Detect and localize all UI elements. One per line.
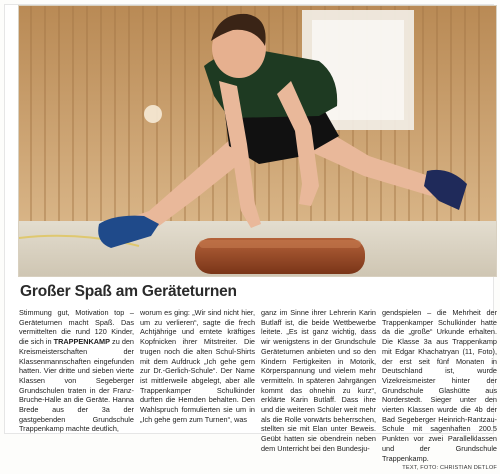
gymnast-vaulting-image (19, 6, 496, 276)
photo-credit: TEXT, FOTO: CHRISTIAN DETLOF (402, 465, 497, 472)
col4-text: gendspielen – die Mehrheit der Trappenkamper Schulkinder hatte da die „große“ Urkunde erhalten. Die Klasse 3a aus Trappenkamp mit Edgar Khachatryan (11, Foto), der erst seit fünf Monaten in Deutschland ist, wurde Vizekreismeister hinter der Grundschule Glashütte aus Norderstedt. Sieger unter den vierten Klassen wurde die 4b der Bad Segeberger Heinrich-Rantzau-Schule mit sagenhaften 200.5 Punkten vor zwei Parallelklassen und der Grundschule Trappenkamp. (382, 308, 497, 463)
location-keyword: TRAPPENKAMP (53, 337, 110, 347)
col1-text-b: zu den Kreismeisterschaften der Klassenmannschaften eingefunden hatten. Vier dritte und sieben vierte Klassen von Segeberger Grundschulen traten in der Franz-Bruche-Halle an die Geräte. Hanna Brede aus der 3a der gastgebenden Grundschule Trappenkamp machte deutlich, (19, 337, 134, 434)
text-column-2 (140, 308, 255, 430)
col2-text: worum es ging: „Wir sind nicht hier, um zu verlieren“, sagte die frech Achtjährige und erntete kräftiges Kopfnicken ihrer Mitstreiter. Die trugen noch die alten Schul-Shirts mit dem Aufdruck „Ich gehe gern zur Dr.-Gerlich-Schule“. Der Name ist mittlerweile abgelegt, aber alle Trappenkamper Schulkinder durften die Hemden behalten. Den Wahlspruch formulierten sie um in „Ich gehe gern zum Turnen“, was (140, 308, 255, 424)
article-photo (18, 5, 497, 277)
col1-text-a: Stimmung gut, Motivation top – Geräteturnen macht Spaß. Das vermittelten die rund 120 Kinder, die sich in (19, 308, 134, 347)
article-body (19, 308, 497, 472)
text-column-3 (261, 308, 376, 453)
col3-text: ganz im Sinne ihrer Lehrerin Karin Butlaff ist, die beide Wettbewerbe leitete. „Es ist ganz wichtig, dass wir wenigstens in der Grundschule Geräteturnen anbieten und so den Kindern Fertigkeiten in Motorik, Körperspannung und vielem mehr vermitteln. In späteren Jahrgängen kommt das ohnehin zu kurz“, erklärte Karin Butlaff. Dass ihre und die weiteren Schüler weit mehr als die Rolle vorwärts beherrschen, stellten sie mit Elan unter Beweis. Geübt hatten sie obendrein neben dem Unterricht bei den Bundesju- (261, 308, 376, 453)
article-headline: Großer Spaß am Geräteturnen (20, 283, 237, 300)
newspaper-clipping (5, 5, 497, 472)
text-column-4 (382, 308, 497, 472)
text-column-1 (19, 308, 134, 434)
